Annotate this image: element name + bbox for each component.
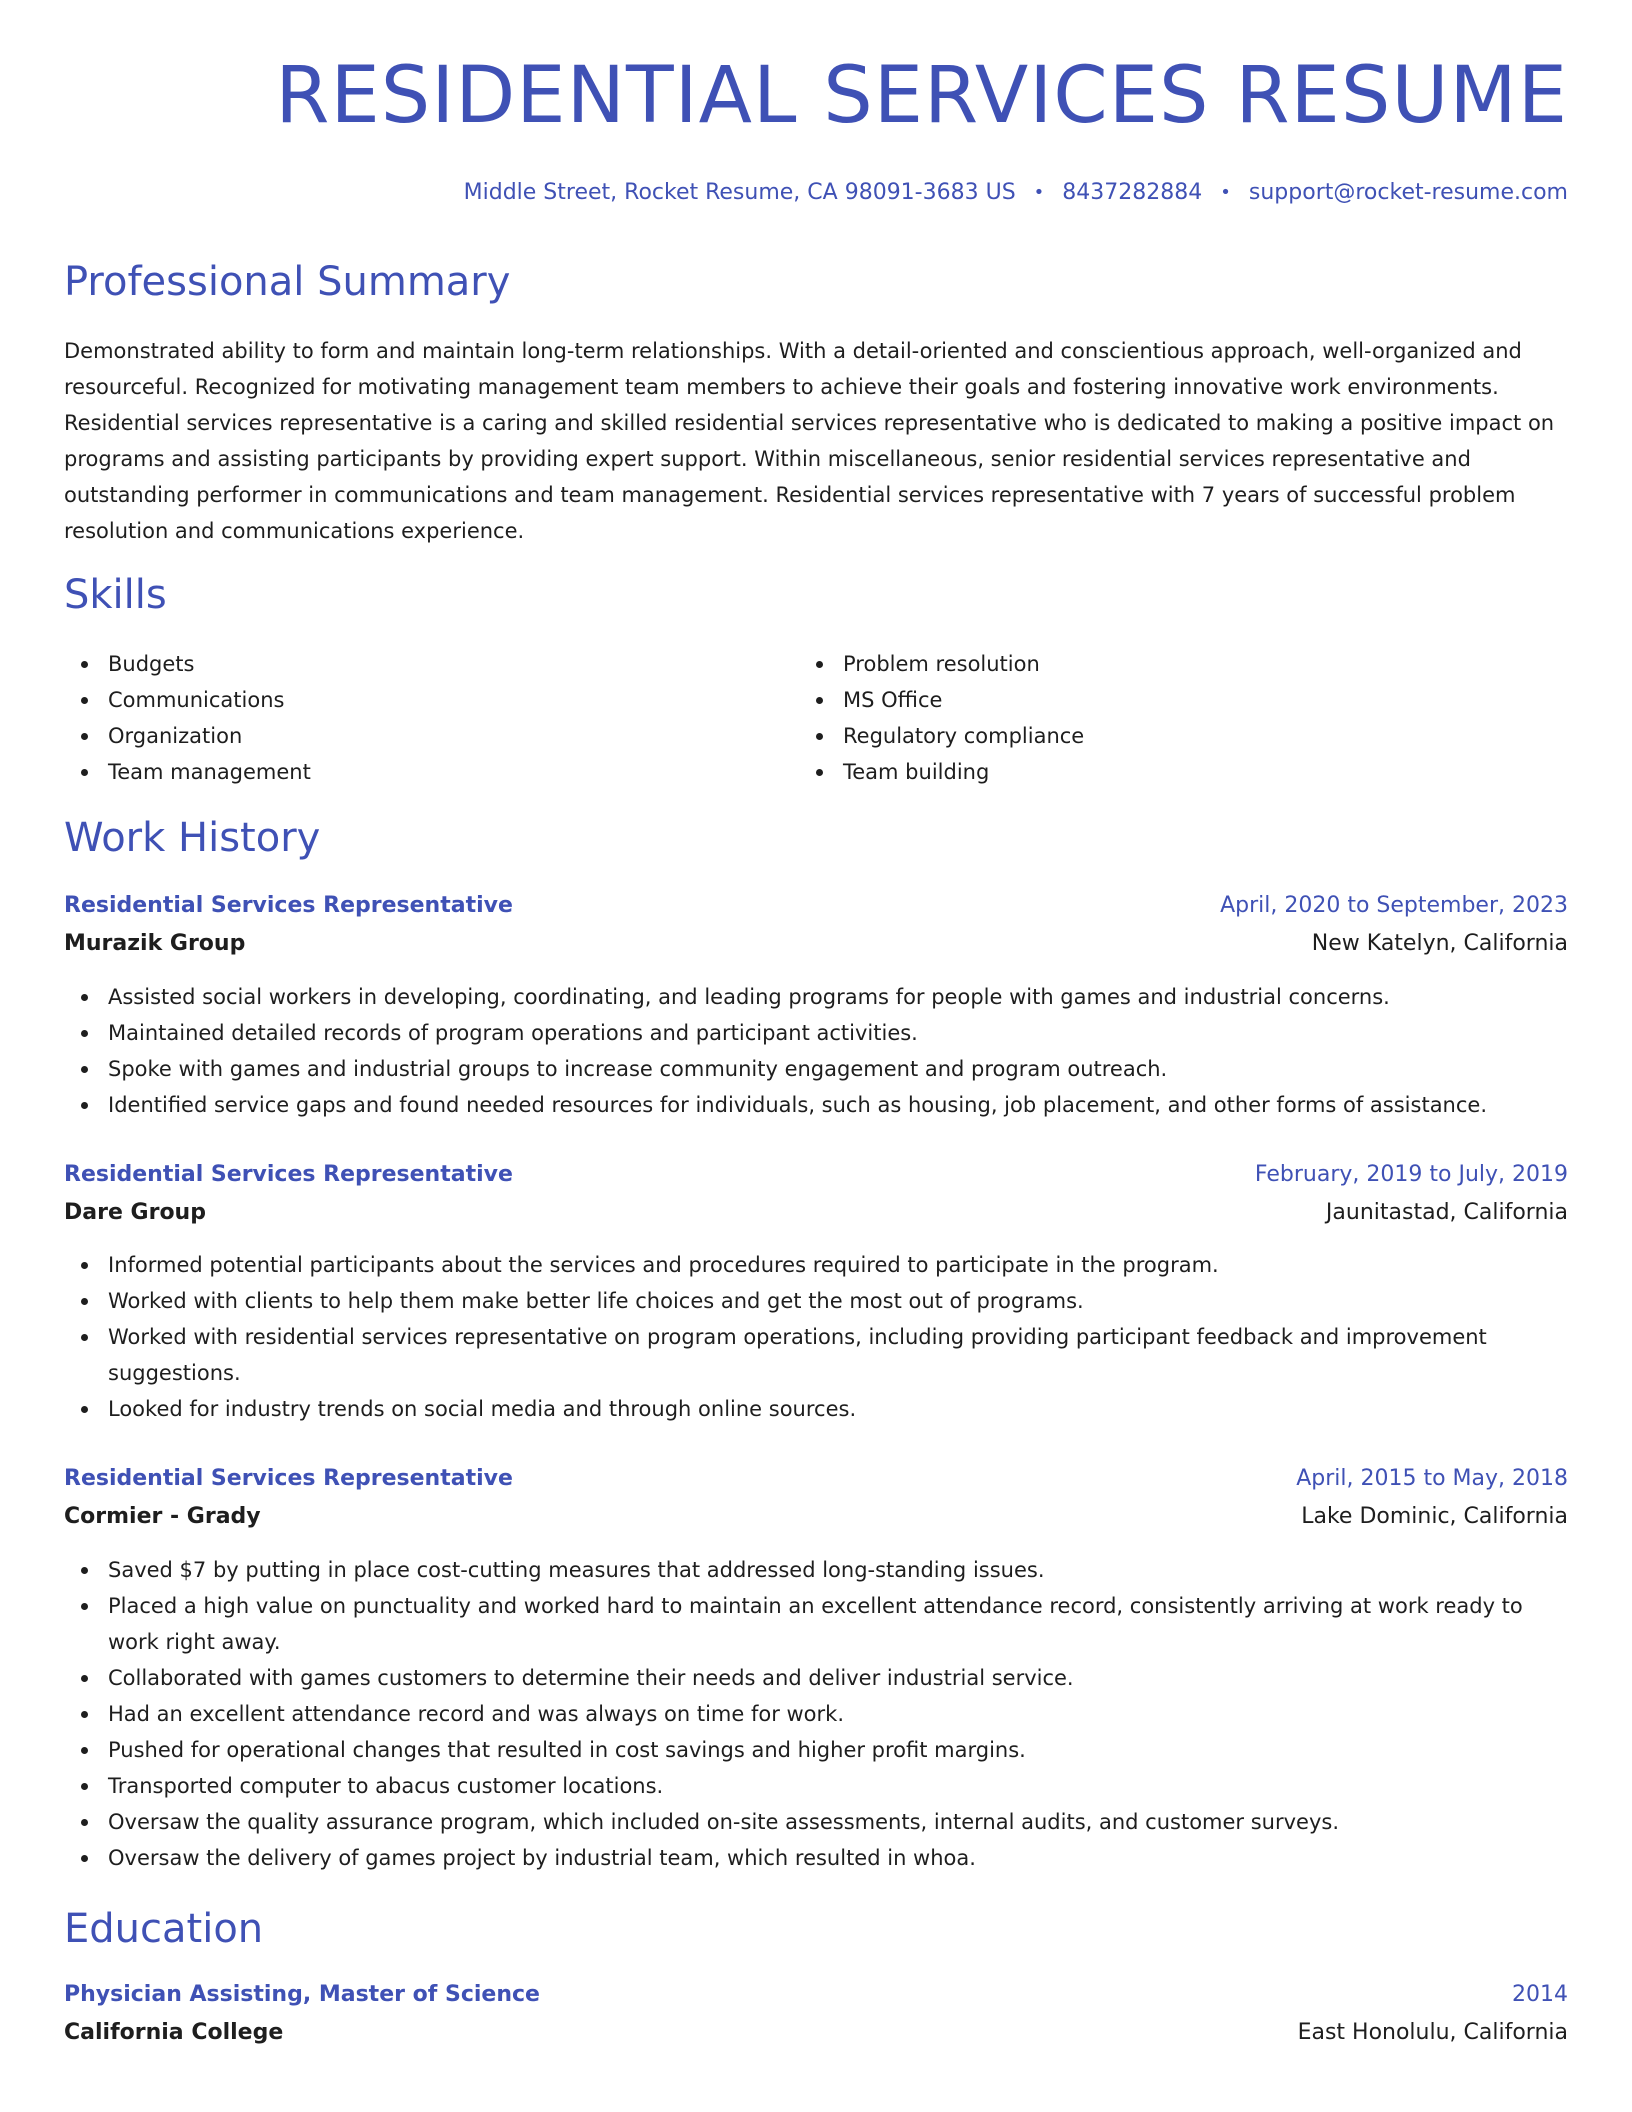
summary-heading: Professional Summary [64, 259, 511, 305]
job-bullet: Assisted social workers in developing, coordinating, and leading programs for people with games and industrial concerns. [64, 979, 1568, 1015]
job-dates: April, 2020 to September, 2023 [1220, 893, 1568, 918]
skills-heading: Skills [64, 572, 167, 618]
education-header [64, 1982, 1568, 2007]
job-header [64, 1466, 1568, 1491]
job-bullet: Collaborated with games customers to determine their needs and deliver industrial service. [64, 1660, 1568, 1696]
skills-list-left [64, 646, 764, 790]
job-location: Lake Dominic, California [1301, 1504, 1568, 1529]
email-text: support@rocket-resume.com [1248, 180, 1568, 205]
school-name: California College [64, 2020, 284, 2045]
job-company: Dare Group [64, 1200, 206, 1225]
education-heading: Education [64, 1906, 264, 1952]
skill-item: Budgets [64, 646, 764, 682]
job-bullet: Identified service gaps and found needed resources for individuals, such as housing, job placement, and other forms of assistance. [64, 1087, 1568, 1123]
job-title: Residential Services Representative [64, 893, 513, 918]
skills-list-right [799, 646, 1499, 790]
education-subheader [64, 2020, 1568, 2045]
skill-item: Problem resolution [799, 646, 1499, 682]
education-year: 2014 [1512, 1982, 1568, 2007]
job-dates: February, 2019 to July, 2019 [1254, 1162, 1568, 1187]
job-title: Residential Services Representative [64, 1466, 513, 1491]
job-bullet: Spoke with games and industrial groups to increase community engagement and program outreach. [64, 1051, 1568, 1087]
work-history-heading: Work History [64, 815, 321, 861]
job-bullets [64, 1552, 1568, 1876]
job-bullet: Oversaw the delivery of games project by industrial team, which resulted in whoa. [64, 1840, 1568, 1876]
job-dates: April, 2015 to May, 2018 [1296, 1466, 1568, 1491]
job-header [64, 1162, 1568, 1187]
job-title: Residential Services Representative [64, 1162, 513, 1187]
contact-separator: • [1220, 182, 1231, 203]
contact-separator: • [1033, 182, 1045, 203]
job-bullet: Transported computer to abacus customer locations. [64, 1768, 1568, 1804]
job-bullet: Saved $7 by putting in place cost-cutting measures that addressed long-standing issues. [64, 1552, 1568, 1588]
skill-item: Organization [64, 718, 764, 754]
job-bullet: Placed a high value on punctuality and worked hard to maintain an excellent attendance record, consistently arriving at work ready to work right away. [64, 1588, 1568, 1660]
address-text: Middle Street, Rocket Resume, CA 98091-3683 US [463, 180, 1016, 205]
job-subheader [64, 1200, 1568, 1225]
job-location: Jaunitastad, California [1325, 1200, 1568, 1225]
job-bullets [64, 979, 1568, 1123]
job-company: Murazik Group [64, 931, 246, 956]
skill-item: MS Office [799, 682, 1499, 718]
contact-line [464, 180, 1568, 205]
job-bullets [64, 1247, 1568, 1427]
job-bullet: Maintained detailed records of program operations and participant activities. [64, 1015, 1568, 1051]
job-bullet: Had an excellent attendance record and was always on time for work. [64, 1696, 1568, 1732]
job-bullet: Informed potential participants about the services and procedures required to participate in the program. [64, 1247, 1568, 1283]
phone-text: 8437282884 [1062, 180, 1203, 205]
degree-title: Physician Assisting, Master of Science [64, 1982, 540, 2007]
job-bullet: Worked with residential services representative on program operations, including providing participant feedback and improvement suggestions. [64, 1319, 1568, 1391]
job-bullet: Pushed for operational changes that resulted in cost savings and higher profit margins. [64, 1732, 1568, 1768]
job-header [64, 893, 1568, 918]
job-subheader [64, 931, 1568, 956]
job-bullet: Worked with clients to help them make better life choices and get the most out of programs. [64, 1283, 1568, 1319]
skill-item: Team building [799, 754, 1499, 790]
resume-title: RESIDENTIAL SERVICES RESUME [275, 51, 1568, 141]
job-bullet: Looked for industry trends on social media and through online sources. [64, 1391, 1568, 1427]
summary-paragraph: Demonstrated ability to form and maintain long-term relationships. With a detail-oriented and conscientious approach, well-organized and resourceful. Recognized for motivating management team members to achieve their goals and fostering innovative work environments. Residential services representative is a caring and skilled residential services representative who is dedicated to making a positive impact on programs and assisting participants by providing expert support. Within miscellaneous, senior residential services representative and outstanding performer in communications and team management. Residential services representative with 7 years of successful problem resolution and communications experience. [64, 339, 1555, 543]
job-location: New Katelyn, California [1311, 931, 1568, 956]
job-subheader [64, 1504, 1568, 1529]
skill-item: Communications [64, 682, 764, 718]
school-location: East Honolulu, California [1297, 2020, 1568, 2045]
job-bullet: Oversaw the quality assurance program, which included on-site assessments, internal audits, and customer surveys. [64, 1804, 1568, 1840]
skill-item: Regulatory compliance [799, 718, 1499, 754]
job-company: Cormier - Grady [64, 1504, 261, 1529]
skill-item: Team management [64, 754, 764, 790]
